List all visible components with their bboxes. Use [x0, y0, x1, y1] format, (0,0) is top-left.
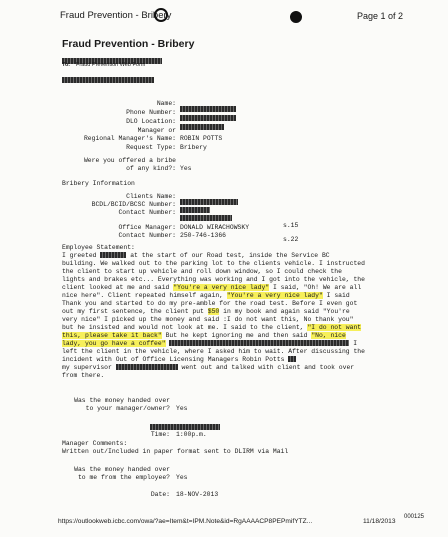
- dlo-label: DLO Location:: [126, 118, 176, 125]
- section-s22: s.22: [283, 236, 299, 243]
- manager-label-1: Manager or: [137, 127, 176, 134]
- phone-label: Phone Number:: [126, 109, 176, 116]
- redaction-bar: [62, 52, 162, 58]
- handover-question-2: to your manager/owner?: [85, 405, 170, 412]
- bribe-question-2: of any kind?:: [126, 165, 176, 172]
- bribery-heading: Bribery Information: [62, 180, 135, 187]
- section-s15: s.15: [283, 222, 299, 229]
- statement-line: from there.: [62, 372, 105, 379]
- statement-label: Employee Statement:: [62, 244, 135, 251]
- manager-comments-value: Written out/Included in paper format sent to DLIRM via Mail: [62, 448, 289, 455]
- statement-line: I greeted at the start of our Road test, inside the Service BC: [62, 252, 330, 259]
- statement-line: the client to start up vehicle and roll down window, so I could check the: [62, 268, 342, 275]
- statement-line: but he insisted and would not look at me. I said to the client, "I do not want: [62, 324, 362, 331]
- contact2-label: Contact Number:: [118, 232, 176, 239]
- handover-answer-2: Yes: [176, 474, 188, 481]
- office-manager-label: Office Manager:: [118, 224, 176, 231]
- time-value: 1:00p.m.: [176, 431, 207, 438]
- handover-question-3: Was the money handed over: [74, 466, 170, 473]
- client-name-label: Clients Name:: [126, 193, 176, 200]
- statement-body: [62, 252, 392, 380]
- request-type-label: Request Type:: [126, 144, 176, 151]
- circle-mark-icon: [154, 8, 166, 20]
- statement-line: left the client in the vehicle, where I asked him to wait. After discussing the: [62, 348, 365, 355]
- date-value: 18-NOV-2013: [176, 491, 219, 498]
- manager-value: ROBIN POTTS: [180, 135, 223, 142]
- redaction-bar: [180, 118, 224, 136]
- office-manager-value: DONALD WIRACHOWSKY: [180, 224, 250, 231]
- bribe-answer: Yes: [180, 165, 192, 172]
- statement-line: very nice" I picked up the money and said :I do not want this, No thank you": [62, 316, 354, 323]
- manager-label-2: Regional Manager's Name:: [83, 135, 176, 142]
- statement-line: incident with Out of Office Licensing Managers Robin Potts: [62, 356, 392, 364]
- handover-question-1: Was the money handed over: [74, 397, 170, 404]
- statement-line: nice here". Client repeated himself again, "You're a very nice lady" I said: [62, 292, 350, 299]
- to-value: Fraud Prevention Web Form: [76, 62, 146, 68]
- date-label: Date:: [150, 491, 170, 498]
- statement-line: client looked at me and said "You're a very nice lady" I said, "Oh! We are all: [62, 284, 362, 291]
- bribe-question-1: Were you offered a bribe: [83, 157, 176, 164]
- contact2-value: 250-746-1366: [180, 232, 227, 239]
- manager-comments-label: Manager Comments:: [62, 440, 128, 447]
- page-header-title: Fraud Prevention - Bribery: [60, 10, 172, 21]
- request-type-value: Bribery: [180, 144, 207, 151]
- footer-code: 000125: [404, 514, 425, 520]
- time-label: Time:: [150, 431, 170, 438]
- statement-line: building. We walked out to the parking lot to the clients vehicle. I instructed: [62, 260, 365, 267]
- statement-line: lady, you go have a coffee" I: [62, 340, 358, 347]
- footer-url: https://outlookweb.icbc.com/owa/?ae=Item&t=IPM.Note&id=RgAAAACP8PEPmifYTZ...: [58, 518, 313, 525]
- to-label: To:: [62, 62, 71, 68]
- statement-line: this, please take it back" But he kept ignoring me and then said "No, nice: [62, 332, 346, 339]
- handover-question-4: to me from the employee?: [77, 474, 170, 481]
- handover-answer: Yes: [176, 405, 188, 412]
- page-number: Page 1 of 2: [357, 11, 404, 21]
- document-title: Fraud Prevention - Bribery: [62, 38, 195, 50]
- statement-line: lights and brakes etc... Everything was working and I got into the vehicle, the: [62, 276, 365, 283]
- footer-date: 11/18/2013: [363, 518, 396, 525]
- contact-label: Contact Number:: [118, 209, 176, 216]
- redaction-bar: [62, 71, 154, 89]
- name-label: Name:: [156, 100, 176, 107]
- statement-line: Thank you and started to do my pre-amble for the road test. Before I even got: [62, 300, 358, 307]
- statement-line: out my first sentence, the client put $50 in my book and again said "You're: [62, 308, 350, 315]
- circle-mark-icon-2: [290, 10, 300, 20]
- statement-line: my supervisor went out and talked with client and took over: [62, 364, 355, 371]
- bcdl-label: BCDL/BCID/BCSC Number:: [91, 201, 176, 208]
